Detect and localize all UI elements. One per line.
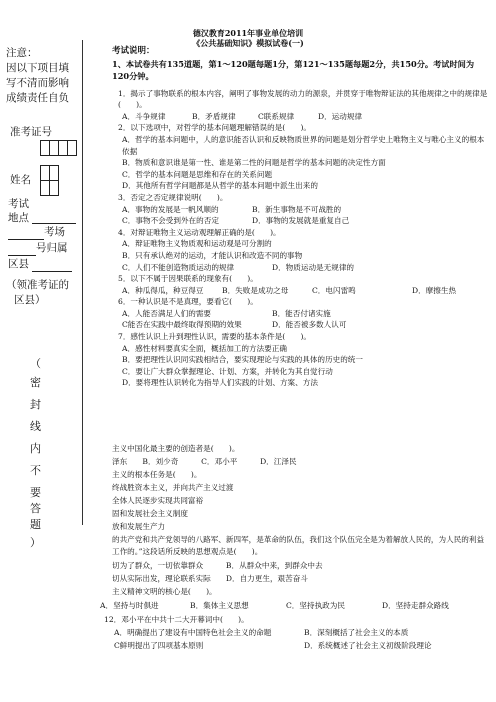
region-field[interactable] [32,258,72,272]
option[interactable]: D．系统概述了社会主义初级阶段理论 [304,641,432,650]
seal-char: 答 [30,502,41,515]
seal-char: 要 [30,486,41,499]
header-title: 德汉教育2011年事业单位培训 [192,28,304,38]
question-stem: 5．以下不属于因果联系的现象有( )。 [118,274,258,284]
option[interactable]: D．其他所有哲学问题都是从哲学的基本问题中派生出来的 [122,181,318,191]
option[interactable]: A．辩证唯物主义物质观和运动观是可分割的 [122,239,272,249]
question-stem: 6．一种认识是不是真理，要看它( )。 [118,297,258,307]
seal-char: 内 [30,442,41,455]
site-field[interactable] [32,210,76,224]
header-subtitle: 《公共基础知识》模拟试卷(一) [192,38,304,48]
sidebar [6,46,78,106]
question [112,122,490,192]
option[interactable]: A．种瓜得瓜，种豆得豆 [122,285,204,295]
question-stem: 1．揭示了事物联系的根本内容，阐明了事物发展的动力的源泉，并贯穿于唯物辩证法的其他规律之中的规律是( )。 [118,88,488,110]
question [112,227,490,273]
option[interactable]: C鲜明提出了四项基本原则 [114,641,204,650]
question [112,88,490,123]
option[interactable]: B．集体主义思想 [190,601,249,610]
notice-line: 成绩责任自负 [6,92,69,104]
seal-char: （ [30,357,41,370]
notice-line: 因以下项目填 [6,62,69,74]
option[interactable]: D．要将理性认识转化为指导人们实践的计划、方案、方法 [122,378,318,388]
instructions-title: 考试说明： [112,46,155,56]
option[interactable]: D．摩擦生热 [412,285,457,295]
option[interactable]: A．明确提出了建设有中国特色社会主义的命题 [114,628,272,637]
seal-char: 题 [30,518,41,531]
option[interactable]: A．事物的发展是一帆风顺的 [122,204,219,214]
option[interactable]: A．感性材料要真实全面，概括加工的方法要正确 [122,343,287,353]
option[interactable]: B．新生事物是不可战胜的 [252,204,342,214]
seal-char: 不 [30,464,41,477]
option[interactable]: A．斗争规律 [122,111,166,121]
fragment-line: 切为了群众，一切依靠群众 B．从群众中来，到群众中去 [112,561,323,570]
option[interactable]: D．事物的发展就是重复自己 [252,216,350,226]
hint-line: （领准考证的 [6,279,69,291]
q11-options [100,600,490,611]
fragment-line: 全体人民逐步实现共同富裕 [112,496,204,505]
option[interactable]: D．坚持走群众路线 [382,601,449,610]
county-label: 考场 [44,226,65,238]
exam-body [112,46,490,389]
name-boxes-2[interactable] [40,180,58,196]
question [112,192,490,227]
q12-options-row2 [114,640,490,651]
question [112,296,490,331]
county-field[interactable] [8,226,44,240]
name-boxes[interactable] [40,165,58,181]
option[interactable]: D．物质运动是无规律的 [272,262,355,272]
fragment-line: 放和发展生产力 [112,522,166,531]
option[interactable]: C．坚持执政为民 [286,601,345,610]
option[interactable]: B．矛盾规律 [192,111,236,121]
fragment-line: 主义中国化最主要的创造者是( )。 [112,444,240,453]
fragment-line: 终战胜资本主义，并向共产主义过渡 [112,483,234,492]
seal-char: 线 [30,420,41,433]
fragment-line: 主义精神文明的核心是( )。 [112,587,217,596]
option[interactable]: B．深刻概括了社会主义的本质 [304,628,409,637]
question [112,331,490,389]
option[interactable]: B．物质和意识谁是第一性、谁是第二性的问题是哲学的基本问题的决定性方面 [122,158,386,168]
fragment-line: 固和发展社会主义制度 [112,509,188,518]
question-stem: 2．以下选项中，对哲学的基本问题理解错误的是( )。 [118,123,312,133]
fragment-line: 主义的根本任务是( )。 [112,470,202,479]
district-label: 号归属 [36,242,68,254]
question [112,273,490,296]
notice-line: 写不清而影响 [6,77,69,89]
question-stem: 12．邓小平在中共十二大开幕词中( )。 [104,615,249,624]
option[interactable]: C．要让广大群众掌握理论、计划、方案，并转化为其自觉行动 [122,366,333,376]
seal-char: 密 [30,376,41,389]
option[interactable]: B．能否付诸实施 [272,308,331,318]
option[interactable]: C．哲学的基本问题是思维和存在的关系问题 [122,169,273,179]
notice-line: 注意： [6,47,38,59]
option[interactable]: C能否在实践中最终取得预期的效果 [122,320,242,330]
option[interactable]: A．哲学的基本问题中，人的意识能否认识和反映物质世界的问题是划分哲学史上唯物主义与唯心主义的根本依据 [122,134,485,156]
fragment-line: 的共产党和共产党领导的八路军、新四军，是革命的队伍，我们这个队伍完全是为着解放人民的，为人民的利益工作的。”这段话所反映的思想观点是( )。 [112,535,485,556]
question-stem: 4．对辩证唯物主义运动观理解正确的是( )。 [118,227,281,237]
district-field[interactable] [8,242,36,256]
exam-no-boxes[interactable] [40,140,76,156]
question-stem: 7．感性认识上升到理性认识，需要的基本条件是( )。 [118,332,312,342]
site-label-2: 地点 [8,212,29,224]
seal-char: 封 [30,398,41,411]
option[interactable]: B．要把理性认识同实践相结合，要实现理论与实践的具体的历史的统一 [122,355,363,365]
site-label: 考试 [8,198,29,210]
region-label: 区县 [8,258,29,270]
option[interactable]: B．只有承认绝对的运动，才能认识和改造不同的事物 [122,250,303,260]
option[interactable]: C联系规律 [258,111,295,121]
option[interactable]: A．人能否满足人们的需要 [122,308,212,318]
name-label: 姓名 [10,174,31,186]
option[interactable]: B．失败是成功之母 [222,285,289,295]
exam-no-label: 准考证号 [10,126,52,138]
fragment-line: 泽东 B．刘少奇 C．邓小平 D．江泽民 [112,457,297,466]
q12-options-row1 [114,627,490,638]
seal-char: ） [30,536,41,549]
fragment-line: 切从实际出发，理论联系实际 D．自力更生，艰苦奋斗 [112,574,308,583]
seal-divider [82,40,83,525]
option[interactable]: A．坚持与时俱进 [100,601,159,610]
option[interactable]: C．事物不会受到外在的否定 [122,216,219,226]
option[interactable]: D．运动规律 [318,111,363,121]
option[interactable]: C．电闪雷鸣 [312,285,356,295]
question-stem: 3．否定之否定规律说明( )。 [118,192,228,202]
option[interactable]: D．能否被多数人认可 [272,320,347,330]
option[interactable]: C．人们不能创造物质运动的规律 [122,262,235,272]
instructions-text: 1、本试卷共有135道题，第1～120题每题1分，第121～135题每题2分，共150分。考试时间为120分钟。 [112,58,475,81]
hint-line: 区县） [14,294,46,306]
